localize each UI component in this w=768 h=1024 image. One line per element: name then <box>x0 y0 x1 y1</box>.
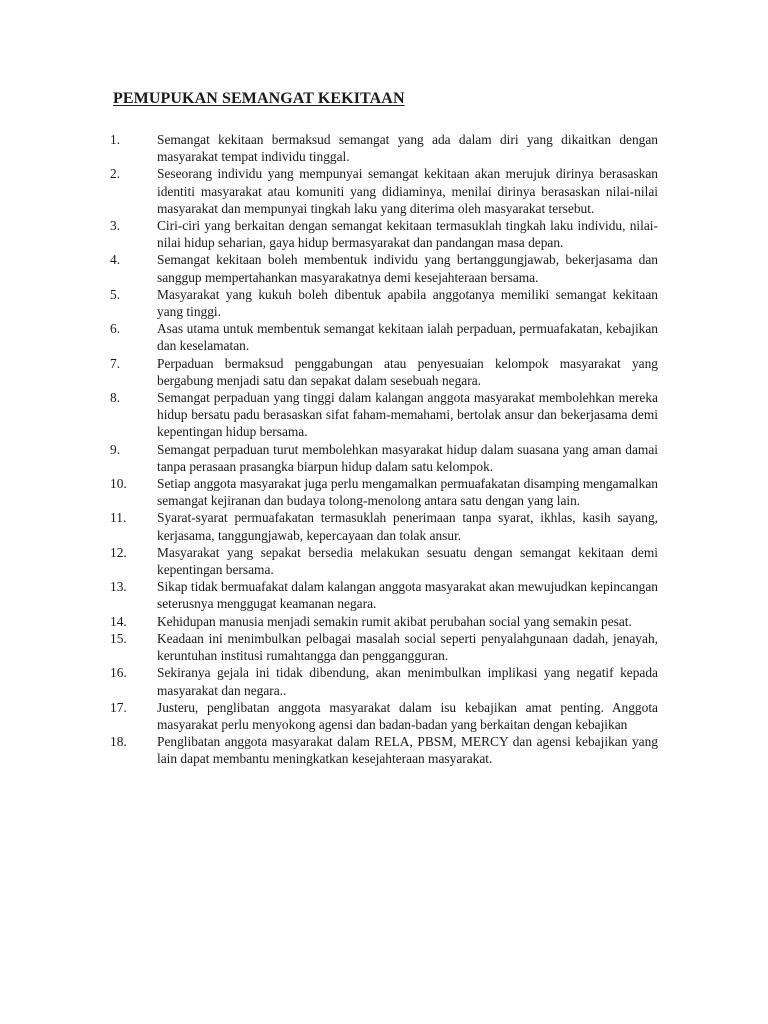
list-item-number: 17. <box>110 699 127 715</box>
list-item-number: 9. <box>110 441 121 457</box>
list-item <box>110 475 658 509</box>
list-item-number: 16. <box>110 665 127 681</box>
list-item-number: 4. <box>110 252 121 268</box>
list-item <box>110 613 658 630</box>
list-item-text: Ciri-ciri yang berkaitan dengan semangat kekitaan termasuklah tingkah laku individu, nilai-nilai hidup seharian, gaya hidup bermasyarakat dan pandangan masa depan. <box>157 218 658 251</box>
list-item-text: Setiap anggota masyarakat juga perlu mengamalkan permuafakatan disamping mengamalkan semangat kejiranan dan budaya tolong-menolong antara satu dengan yang lain. <box>157 476 658 509</box>
point-list <box>110 131 658 768</box>
list-item-number: 1. <box>110 132 121 147</box>
list-item-text: Penglibatan anggota masyarakat dalam RELA, PBSM, MERCY dan agensi kebajikan yang lain dapat membantu meningkatkan kesejahteraan masyarakat. <box>157 734 658 767</box>
list-item-text: Semangat kekitaan bermaksud semangat yang ada dalam diri yang dikaitkan dengan masyarakat tempat individu tinggal. <box>157 132 658 165</box>
list-item-number: 3. <box>110 218 121 234</box>
list-item <box>110 578 658 612</box>
list-item <box>110 664 658 698</box>
list-item-text: Syarat-syarat permuafakatan termasuklah penerimaan tanpa syarat, ikhlas, kasih sayang, kerjasama, tanggungjawab, kepercayaan dan tolak ansur. <box>157 510 658 543</box>
list-item-text: Masyarakat yang sepakat bersedia melakukan sesuatu dengan semangat kekitaan demi kepentingan bersama. <box>157 544 658 578</box>
list-item-text: Kehidupan manusia menjadi semakin rumit akibat perubahan social yang semakin pesat. <box>157 613 632 629</box>
list-item-text: Semangat perpaduan yang tinggi dalam kalangan anggota masyarakat membolehkan mereka hidup bersatu padu berasaskan sifat faham-memahami, bertolak ansur dan bekerjasama demi kepentingan hidup bersama. <box>157 390 658 440</box>
list-item <box>110 131 658 165</box>
list-item <box>110 441 658 475</box>
list-item-number: 10. <box>110 476 127 492</box>
list-item <box>110 286 658 320</box>
list-item-text: Perpaduan bermaksud penggabungan atau penyesuaian kelompok masyarakat yang bergabung menjadi satu dan sepakat dalam sesebuah negara. <box>157 355 658 388</box>
list-item-text: Sikap tidak bermuafakat dalam kalangan anggota masyarakat akan mewujudkan kepincangan seterusnya menggugat keamanan negara. <box>157 579 658 612</box>
list-item-number: 6. <box>110 321 121 337</box>
list-item <box>110 320 658 354</box>
list-item <box>110 733 658 767</box>
list-item-number: 7. <box>110 355 121 371</box>
list-item-number: 12. <box>110 544 127 560</box>
list-item <box>110 355 658 389</box>
list-item-text: Sekiranya gejala ini tidak dibendung, akan menimbulkan implikasi yang negatif kepada masyarakat dan negara.. <box>157 665 658 698</box>
list-item-text: Semangat perpaduan turut membolehkan masyarakat hidup dalam suasana yang aman damai tanpa perasaan prasangka biarpun hidup dalam satu kelompok. <box>157 441 658 474</box>
list-item <box>110 165 658 217</box>
list-item-text: Keadaan ini menimbulkan pelbagai masalah social seperti penyalahgunaan dadah, jenayah, keruntuhan institusi rumahtangga dan penggangguran. <box>157 630 658 664</box>
list-item-number: 13. <box>110 579 127 595</box>
list-item <box>110 509 658 543</box>
list-item <box>110 699 658 733</box>
list-item-text: Justeru, penglibatan anggota masyarakat dalam isu kebajikan amat penting. Anggota masyarakat perlu menyokong agensi dan badan-badan yang berkaitan dengan kebajikan <box>157 699 658 732</box>
list-item-number: 18. <box>110 734 127 750</box>
list-item <box>110 630 658 664</box>
list-item <box>110 251 658 285</box>
list-item-text: Semangat kekitaan boleh membentuk individu yang bertanggungjawab, bekerjasama dan sanggup mempertahankan masyarakatnya demi kesejahteraan bersama. <box>157 252 658 285</box>
list-item-text: Masyarakat yang kukuh boleh dibentuk apabila anggotanya memiliki semangat kekitaan yang tinggi. <box>157 286 658 320</box>
list-item <box>110 217 658 251</box>
list-item <box>110 544 658 578</box>
list-item-number: 11. <box>110 510 127 526</box>
list-item-number: 5. <box>110 286 121 302</box>
list-item-number: 2. <box>110 166 121 182</box>
list-item-number: 8. <box>110 390 121 406</box>
list-item-number: 15. <box>110 630 127 646</box>
list-item-text: Asas utama untuk membentuk semangat kekitaan ialah perpaduan, permuafakatan, kebajikan dan keselamatan. <box>157 321 658 354</box>
list-item-number: 14. <box>110 613 127 629</box>
list-item <box>110 389 658 441</box>
list-item-text: Seseorang individu yang mempunyai semangat kekitaan akan merujuk dirinya berasaskan identiti masyarakat atau komuniti yang didiaminya, menilai dirinya berasaskan nilai-nilai masyarakat dan mempunyai tingkah laku yang diterima oleh masyarakat tersebut. <box>157 166 658 216</box>
document-title: PEMUPUKAN SEMANGAT KEKITAAN <box>113 90 405 107</box>
